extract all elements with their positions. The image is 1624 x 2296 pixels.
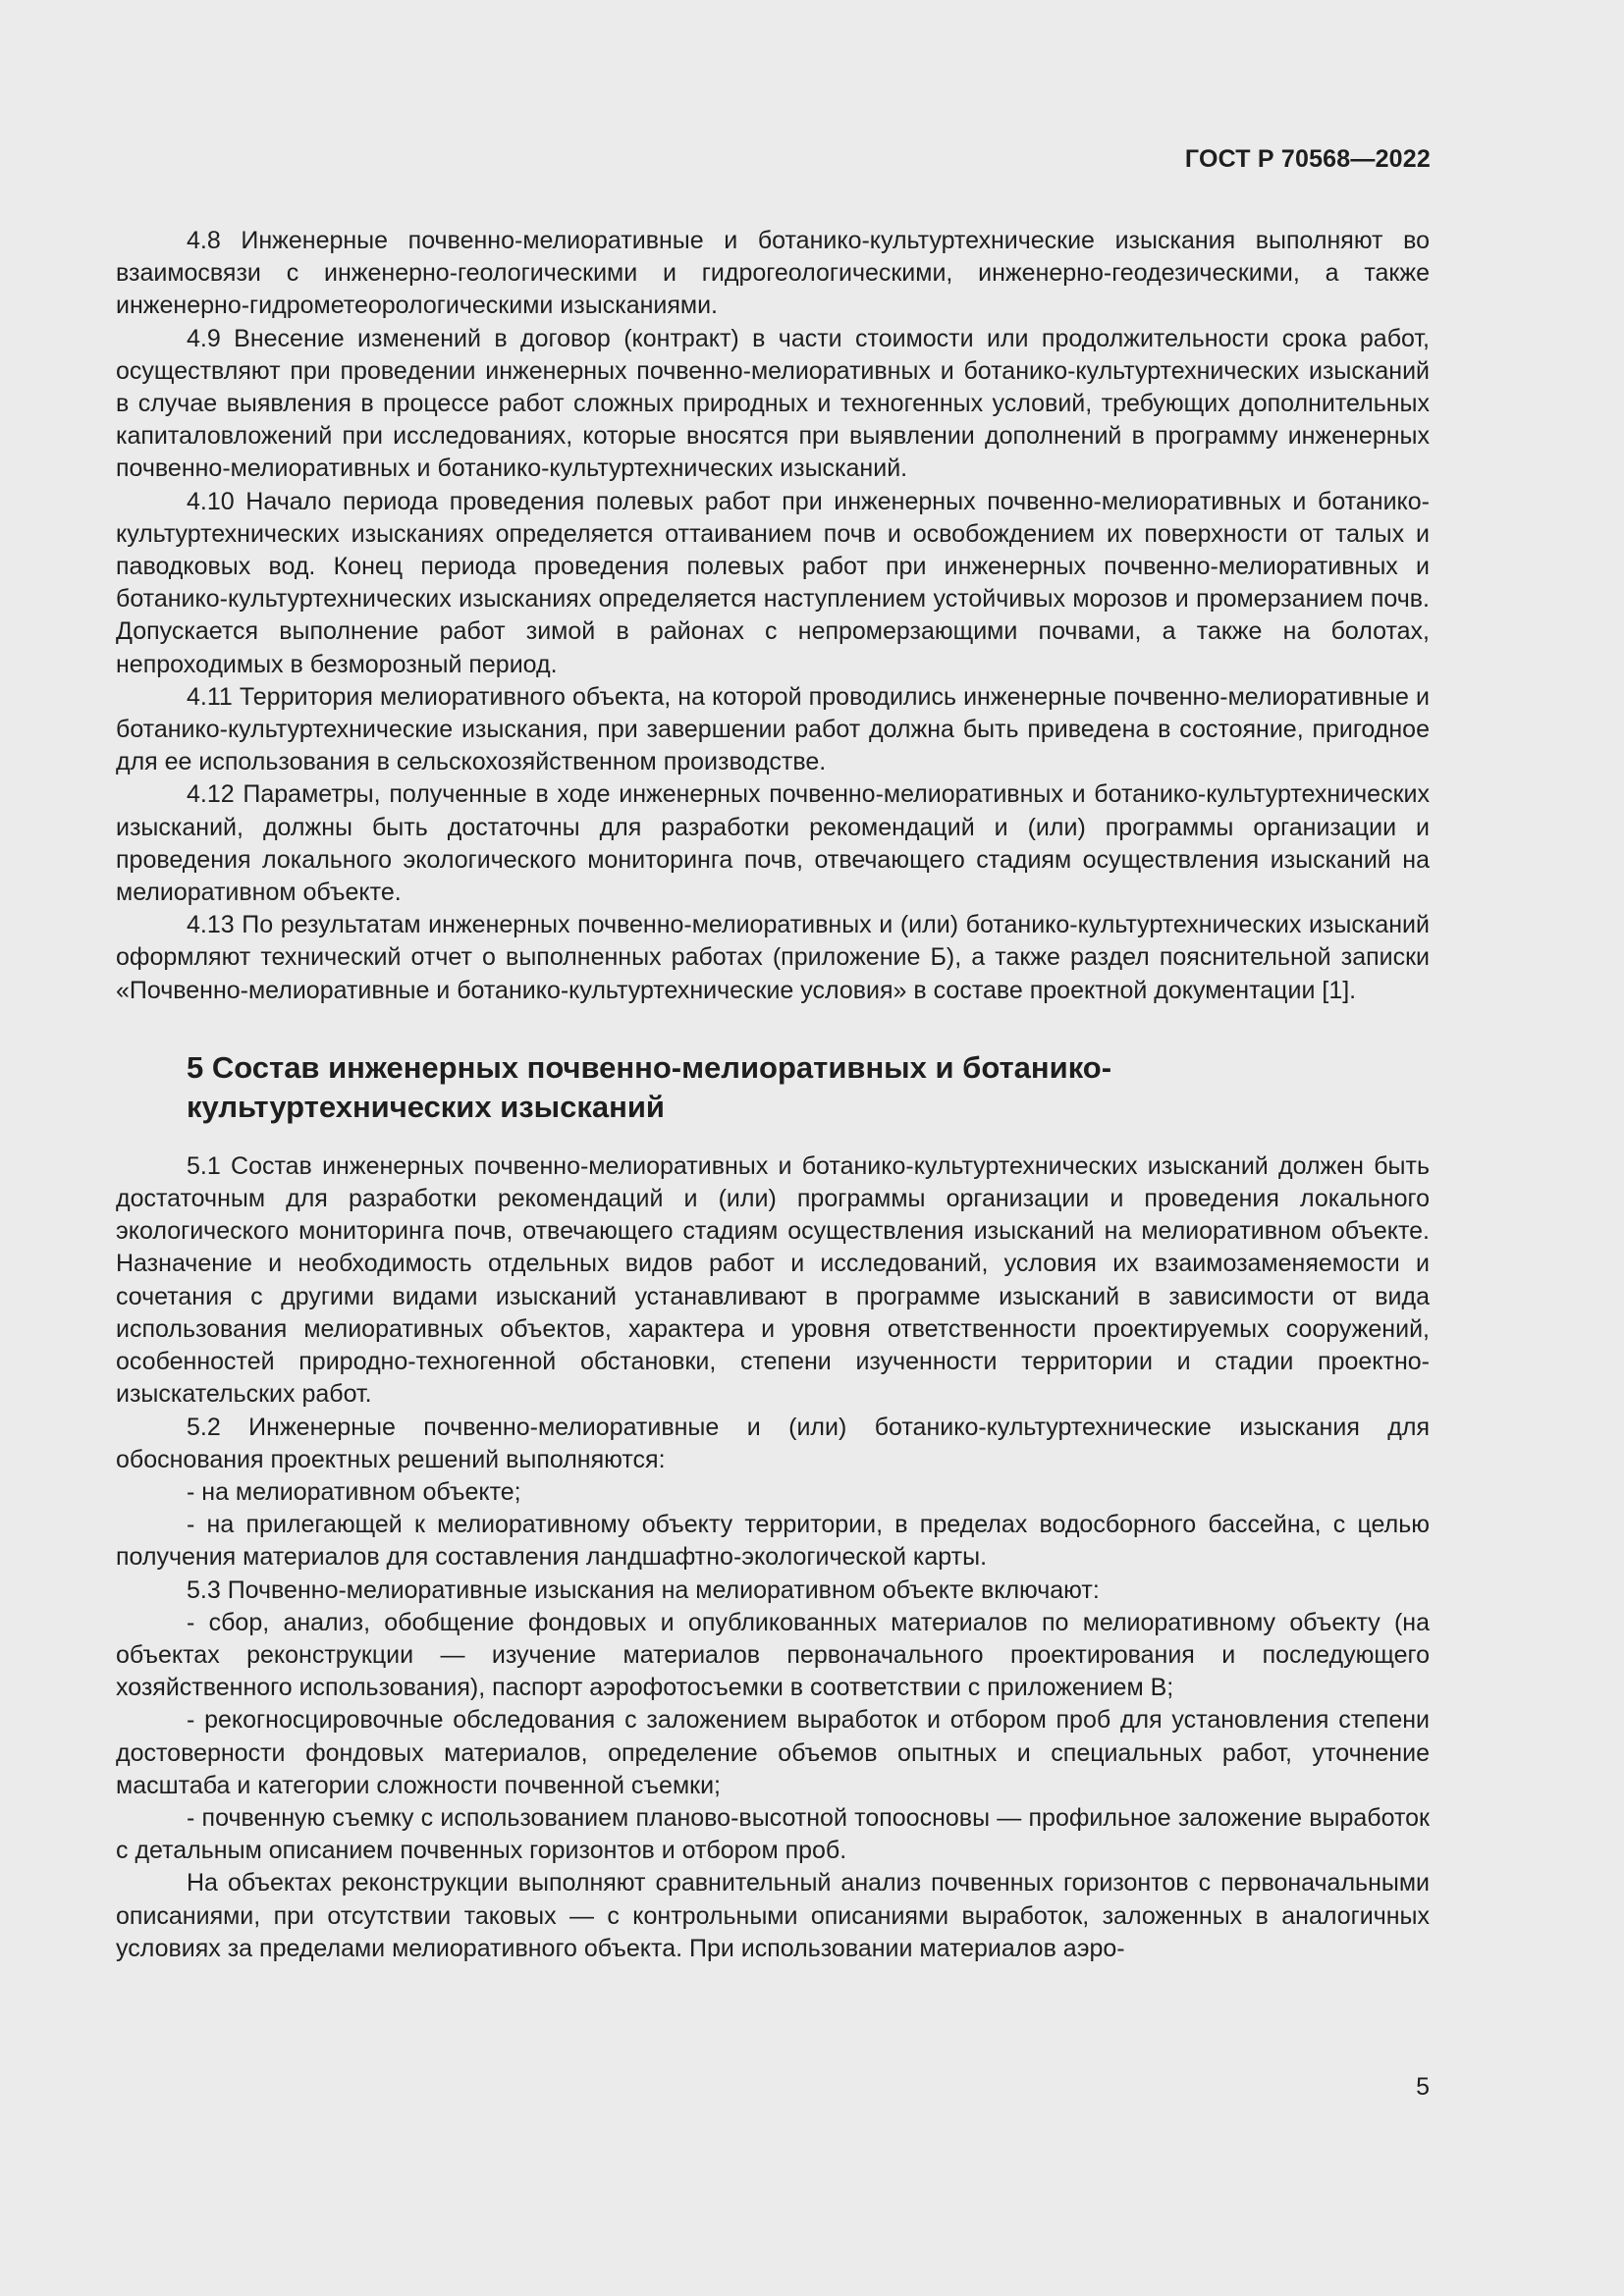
list-item-5-2-a: - на мелиоративном объекте; [187, 1477, 521, 1506]
paragraph-5-3-continuation: На объектах реконструкции выполняют сравнительный анализ почвенных горизонтов с первоначальными описаниями, при отсутствии таковых — с контрольными описаниями выработок, заложенных в аналогичных условиях за пределами мелиоративного объекта. При использовании материалов аэро- [116, 1869, 1430, 1962]
paragraph-4-12: 4.12 Параметры, полученные в ходе инженерных почвенно-мелиоративных и ботанико-культуртехнических изысканий, должны быть достаточны для разработки рекомендаций и (или) программы организации и проведения локального экологического мониторинга почв, отвечающего стадиям осуществления изысканий на мелиоративном объекте. [116, 780, 1430, 907]
page-number: 5 [1416, 2073, 1430, 2101]
paragraph-4-8: 4.8 Инженерные почвенно-мелиоративные и ботанико-культуртехнические изыскания выполняют во взаимосвязи с инженерно-геологическими и гидрогеологическими, инженерно-геодезическими, а также инженерно-гидрометеорологическими изысканиями. [116, 227, 1430, 320]
paragraph-5-2: 5.2 Инженерные почвенно-мелиоративные и (или) ботанико-культуртехнические изыскания для обоснования проектных решений выполняются: [116, 1413, 1430, 1473]
section-5-heading-line-2: культуртехнических изысканий [187, 1089, 665, 1124]
paragraph-4-10: 4.10 Начало периода проведения полевых работ при инженерных почвенно-мелиоративных и ботанико-культуртехнических изысканиях определяется оттаиванием почв и освобождением их поверхности от талых и паводковых вод. Конец периода проведения полевых работ при инженерных почвенно-мелиоративных и ботанико-культуртехнических изысканиях определяется наступлением устойчивых морозов и промерзанием почв. Допускается выполнение работ зимой в районах с непромерзающими почвами, а также на болотах, непроходимых в безморозный период. [116, 487, 1430, 678]
paragraph-4-13: 4.13 По результатам инженерных почвенно-мелиоративных и (или) ботанико-культуртехнических изысканий оформляют технический отчет о выполненных работах (приложение Б), а также раздел пояснительной записки «Почвенно-мелиоративные и ботанико-культуртехнические условия» в составе проектной документации [1]. [116, 911, 1430, 1004]
paragraph-5-1: 5.1 Состав инженерных почвенно-мелиоративных и ботанико-культуртехнических изысканий должен быть достаточным для разработки рекомендаций и (или) программы организации и проведения локального экологического мониторинга почв, отвечающего стадиям осуществления изысканий на мелиоративном объекте. Назначение и необходимость отдельных видов работ и исследований, условия их взаимозаменяемости и сочетания с другими видами изысканий устанавливают в программе изысканий в зависимости от вида использования мелиоративных объектов, характера и уровня ответственности проектируемых сооружений, особенностей природно-техногенной обстановки, степени изученности территории и стадии проектно-изыскательских работ. [116, 1151, 1430, 1409]
paragraph-4-9: 4.9 Внесение изменений в договор (контракт) в части стоимости или продолжительности срока работ, осуществляют при проведении инженерных почвенно-мелиоративных и ботанико-культуртехнических изысканий в случае выявления в процессе работ сложных природных и техногенных условий, требующих дополнительных капиталовложений при исследованиях, которые вносятся при выявлении дополнений в программу инженерных почвенно-мелиоративных и ботанико-культуртехнических изысканий. [116, 324, 1430, 483]
document-body [116, 225, 1430, 1965]
paragraph-4-11: 4.11 Территория мелиоративного объекта, на которой проводились инженерные почвенно-мелиоративные и ботанико-культуртехнические изыскания, при завершении работ должна быть приведена в состояние, пригодное для ее использования в сельскохозяйственном производстве. [116, 682, 1430, 776]
list-item-5-3-a: - сбор, анализ, обобщение фондовых и опубликованных материалов по мелиоративному объекту (на объектах реконструкции — изучение материалов первоначального проектирования и последующего хозяйственного использования), паспорт аэрофотосъемки в соответствии с приложением В; [116, 1608, 1430, 1702]
list-item-5-2-b: - на прилегающей к мелиоративному объекту территории, в пределах водосборного бассейна, с целью получения материалов для составления ландшафтно-экологической карты. [116, 1511, 1430, 1572]
paragraph-5-3: 5.3 Почвенно-мелиоративные изыскания на мелиоративном объекте включают: [187, 1575, 1100, 1604]
document-header-id: ГОСТ Р 70568—2022 [1184, 145, 1431, 173]
list-item-5-3-b: - рекогносцировочные обследования с заложением выработок и отбором проб для установления степени достоверности фондовых материалов, определение объемов опытных и специальных работ, уточнение масштаба и категории сложности почвенной съемки; [116, 1706, 1430, 1799]
section-5-heading-line-1: 5 Состав инженерных почвенно-мелиоративных и ботанико- [187, 1049, 1112, 1085]
list-item-5-3-c: - почвенную съемку с использованием планово-высотной топоосновы — профильное заложение выработок с детальным описанием почвенных горизонтов и отбором проб. [116, 1803, 1430, 1865]
section-5-heading [187, 1048, 1430, 1127]
